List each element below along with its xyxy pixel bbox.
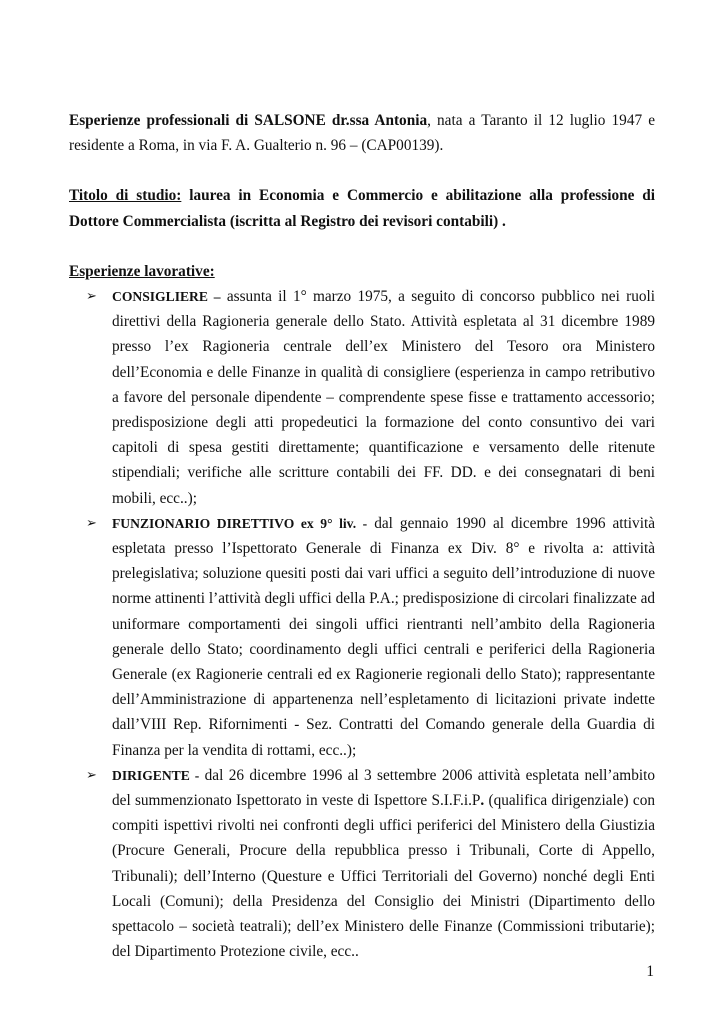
- item-label: CONSIGLIERE –: [112, 289, 221, 305]
- titolo-paragraph: [69, 183, 655, 233]
- titolo-label: Titolo di studio:: [69, 187, 182, 205]
- titolo-text: laurea in Economia e Commercio e abilitazione alla professione di Dottore Commercialista (iscritta al Registro dei revisori contabili) .: [69, 187, 656, 230]
- item-text: dal gennaio 1990 al dicembre 1996 attività espletata presso l’Ispettorato Generale di Finanza ex Div. 8° e rivolta a: attività prelegislativa; soluzione quesiti posti dai vari uffici a seguito dell’introduzione di nuove norme attinenti l’attività degli uffici della P.A.; predisposizione di circolari finalizzate ad uniformare comportamenti dei singoli uffici rientranti nell’ambito della Ragioneria generale dello Stato; coordinamento degli uffici centrali e periferici della Ragioneria Generale (ex Ragionerie centrali ed ex Ragionerie regionali dello Stato); rappresentante dell’Amministrazione di appartenenza nell’espletamento di licitazioni private indette dall’VIII Rep. Rifornimenti - Sez. Contratti del Comando generale della Guardia di Finanza per la vendita di rottami, ecc..);: [112, 514, 656, 759]
- item-label: FUNZIONARIO DIRETTIVO ex 9° liv. -: [112, 515, 368, 531]
- esperienze-heading: Esperienze lavorative:: [69, 262, 215, 280]
- list-item: ➢ DIRIGENTE - dal 26 dicembre 1996 al 3 settembre 2006 attività espletata nell’ambito del summenzionato Ispettorato in veste di Ispettore S.I.F.i.P. (qualifica dirigenziale) con compiti ispettivi rivolti nei confronti degli uffici periferici del Ministero della Giustizia (Procure Generali, Procure della repubblica presso i Tribunali, Corte di Appello, Tribunali); dell’Interno (Questure e Uffici Territoriali del Governo) nonché degli Enti Locali (Comuni); della Presidenza del Consiglio dei Ministri (Dipartimento dello spettacolo – società teatrali); dell’ex Ministero delle Finanze (Commissioni tributarie); del Dipartimento Protezione civile, ecc..: [69, 763, 655, 965]
- item-text-b: (qualifica dirigenziale) con compiti ispettivi rivolti nei confronti degli uffici periferici del Ministero della Giustizia (Procure Generali, Procure della repubblica presso i Tribunali, Corte di Appello, Tribunali); dell’Interno (Questure e Uffici Territoriali del Governo) nonché degli Enti Locali (Comuni); della Presidenza del Consiglio dei Ministri (Dipartimento dello spettacolo – società teatrali); dell’ex Ministero delle Finanze (Commissioni tributarie); del Dipartimento Protezione civile, ecc..: [112, 792, 655, 961]
- item-text-a: dal 26 dicembre 1996 al 3 settembre 2006 attività espletata nell’ambito del summenzionato Ispettorato in veste di Ispettore S.I.F.i.P: [112, 766, 655, 810]
- intro-text: , nata a Taranto il 12 luglio 1947 e residente a Roma, in via F. A. Gualterio n. 96 – (CAP00139).: [69, 112, 656, 155]
- arrow-bullet-icon: ➢: [86, 767, 97, 783]
- intro-paragraph: [69, 108, 655, 158]
- arrow-bullet-icon: ➢: [86, 515, 97, 531]
- item-label: DIRIGENTE -: [112, 767, 200, 783]
- list-item: [69, 284, 655, 511]
- item-text: assunta il 1° marzo 1975, a seguito di concorso pubblico nei ruoli direttivi della Ragioneria generale dello Stato. Attività espletata al 31 dicembre 1989 presso l’ex Ragioneria centrale dell’ex Ministero del Tesoro ora Ministero dell’Economia e delle Finanze in qualità di consigliere (esperienza in campo retributivo a favore del personale dipendente – comprendente spese fisse e trattamento accessorio; predisposizione degli atti propedeutici la formazione del conto consuntivo dei vari capitoli di spesa gestiti direttamente; quantificazione e versamento delle ritenute stipendiali; verifiche alle scritture contabili dei FF. DD. e dei consegnatari di beni mobili, ecc..);: [112, 288, 655, 507]
- intro-bold-lead: Esperienze professionali di SALSONE dr.ssa Antonia: [69, 112, 428, 129]
- arrow-bullet-icon: ➢: [86, 289, 97, 305]
- esperienze-list: [69, 284, 655, 964]
- list-item: [69, 511, 655, 763]
- page-number: 1: [646, 963, 654, 980]
